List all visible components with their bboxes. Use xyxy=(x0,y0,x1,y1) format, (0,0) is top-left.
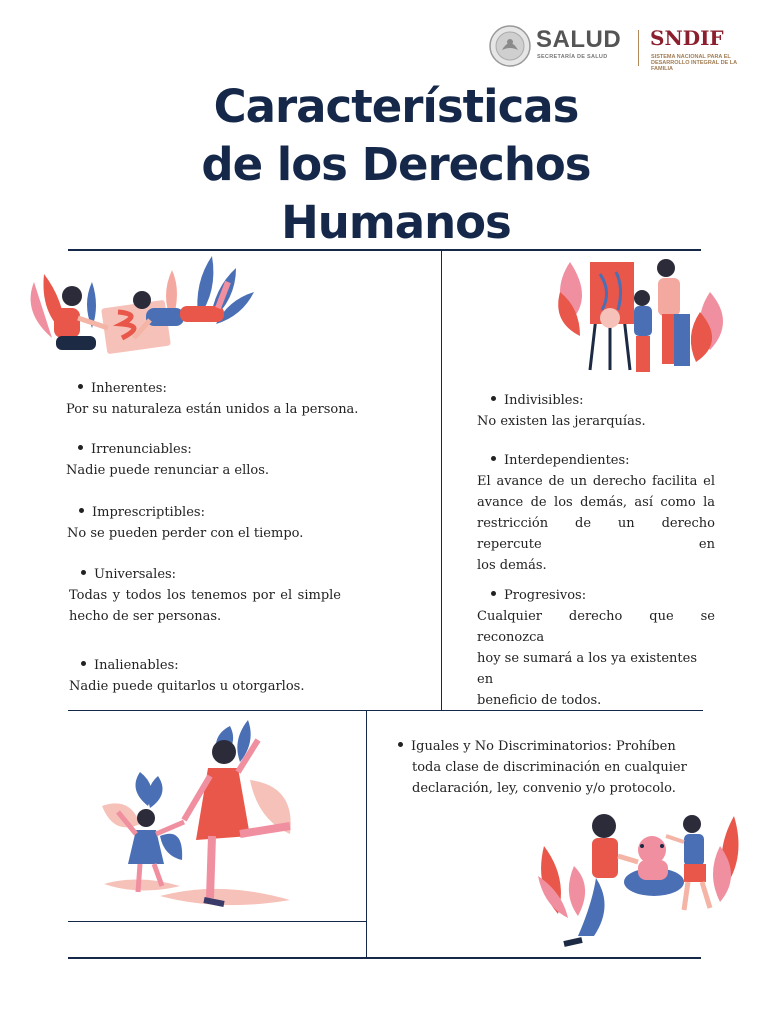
item-text: Por su naturaleza están unidos a la persona. xyxy=(66,402,359,417)
item-iguales xyxy=(398,736,698,799)
item-text-line: hecho de ser personas. xyxy=(69,609,222,624)
bullet-icon xyxy=(491,591,496,596)
item-imprescriptibles xyxy=(67,502,407,544)
bullet-icon xyxy=(81,661,86,666)
title-line-3: Humanos xyxy=(281,196,511,249)
item-text-line: hoy se sumará a los ya existentes en xyxy=(477,651,698,687)
item-text-line: beneficio de todos. xyxy=(477,693,602,708)
family-with-dog-illustration xyxy=(534,806,750,958)
item-heading: Inherentes: xyxy=(91,381,167,396)
item-irrenunciables xyxy=(66,439,406,481)
item-text-line: Todas y todos los tenemos por el simple xyxy=(69,588,341,603)
bullet-icon xyxy=(398,742,403,747)
bullet-icon xyxy=(81,570,86,575)
salud-logo-text: SALUD xyxy=(536,26,622,53)
painting-family-illustration xyxy=(550,252,736,380)
item-text-line: Iguales y No Discriminatorios: Prohíben xyxy=(411,739,676,754)
bullet-icon xyxy=(78,384,83,389)
sndif-logo-text: SNDIF xyxy=(650,26,724,50)
salud-subtitle: SECRETARÍA DE SALUD xyxy=(537,54,608,60)
item-heading: Irrenunciables: xyxy=(91,442,192,457)
top-divider xyxy=(68,249,701,251)
bullet-icon xyxy=(78,445,83,450)
sndif-subtitle: SISTEMA NACIONAL PARA EL DESARROLLO INTEGRAL DE LA FAMILIA xyxy=(651,54,737,72)
item-heading: Progresivos: xyxy=(504,588,587,603)
item-text: No existen las jerarquías. xyxy=(477,414,646,429)
page-title xyxy=(84,78,708,252)
item-text: Nadie puede renunciar a ellos. xyxy=(66,463,270,478)
item-heading: Indivisibles: xyxy=(504,393,584,408)
item-indivisibles xyxy=(477,390,717,432)
bottom-left-divider xyxy=(68,921,366,922)
item-text: Nadie puede quitarlos u otorgarlos. xyxy=(69,679,305,694)
item-universales xyxy=(69,564,341,627)
item-text-line: declaración, ley, convenio y/o protocolo. xyxy=(412,781,676,796)
item-heading: Universales: xyxy=(94,567,177,582)
vertical-divider-bottom xyxy=(366,711,367,958)
title-line-2: de los Derechos xyxy=(201,138,591,191)
item-text-line: restricción de un derecho repercute en xyxy=(477,516,715,552)
vertical-divider-top xyxy=(441,251,442,710)
item-heading: Imprescriptibles: xyxy=(92,505,205,520)
item-text-line: Cualquier derecho que se reconozca xyxy=(477,609,715,645)
item-progresivos xyxy=(477,585,715,711)
item-text: No se pueden perder con el tiempo. xyxy=(67,526,304,541)
mexico-seal-icon xyxy=(488,24,532,68)
item-heading: Inalienables: xyxy=(94,658,179,673)
children-playing-illustration xyxy=(22,252,258,360)
dancing-family-illustration xyxy=(100,716,318,914)
item-text-line: los demás. xyxy=(477,558,547,573)
logo-divider xyxy=(638,30,639,66)
item-interdependientes xyxy=(477,450,715,576)
bullet-icon xyxy=(79,508,84,513)
item-text-line: toda clase de discriminación en cualquier xyxy=(412,760,687,775)
item-text-line: El avance de un derecho facilita el xyxy=(477,474,715,489)
item-text-line: avance de los demás, así como la xyxy=(477,495,715,510)
item-inherentes xyxy=(66,378,406,420)
bullet-icon xyxy=(491,396,496,401)
item-inalienables xyxy=(69,655,409,697)
bullet-icon xyxy=(491,456,496,461)
header-logos xyxy=(488,24,738,70)
title-line-1: Características xyxy=(213,80,579,133)
item-heading: Interdependientes: xyxy=(504,453,630,468)
